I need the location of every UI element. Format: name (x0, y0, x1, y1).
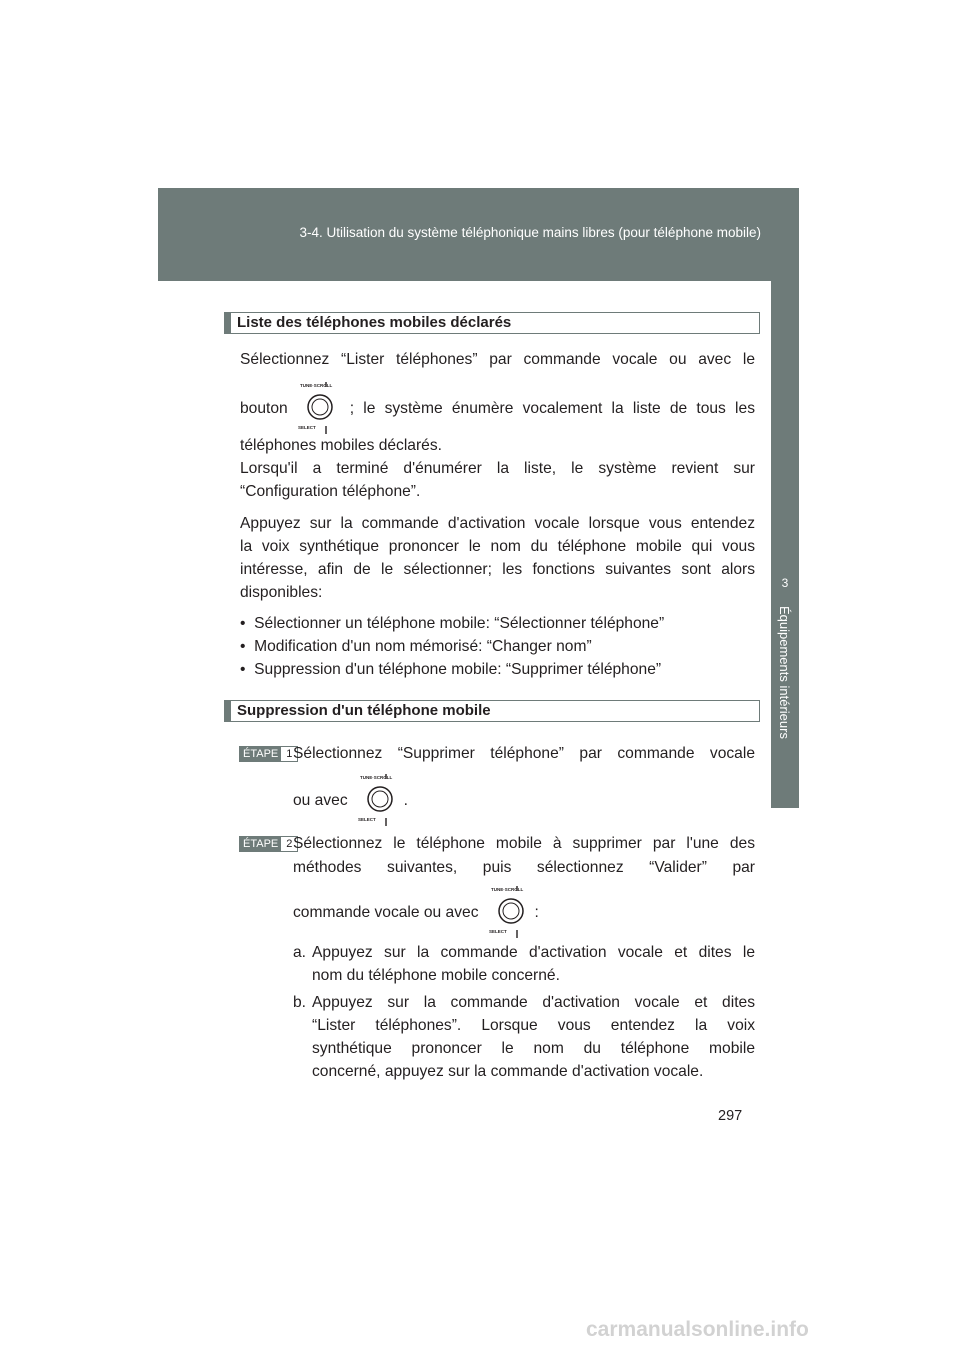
item-a-line: nom du téléphone mobile concerné. (312, 967, 560, 984)
step1-line: Sélectionnez “Supprimer téléphone” par commande vocale (293, 745, 755, 762)
section-title-text: Liste des téléphones mobiles déclarés (237, 314, 512, 331)
tune-scroll-select-knob-icon (487, 886, 535, 938)
paragraph-line: la voix synthétique prononcer le nom du téléphone mobile qui vous (240, 538, 755, 555)
step-label: ÉTAPE (240, 837, 281, 851)
step1-line-with-icon (293, 774, 408, 826)
chapter-side-tab (771, 281, 799, 808)
page-number: 297 (718, 1108, 743, 1124)
section-title-liste (224, 312, 760, 334)
knob-bottom-label: SELECT (357, 817, 376, 822)
item-b-line: Appuyez sur la commande d'activation vocale et dites (312, 994, 755, 1011)
step-number: 2 (281, 837, 297, 851)
section-title-suppression (224, 700, 760, 722)
paragraph-line: Sélectionnez “Lister téléphones” par commande vocale ou avec le (240, 351, 755, 368)
knob-top-label: TUNE·SCROLL (359, 775, 392, 780)
paragraph-text: ; le système énumère vocalement la liste de tous les (349, 399, 755, 417)
paragraph-line: intéresse, afin de le sélectionner; les fonctions suivantes sont alors (240, 561, 755, 578)
step-badge-1 (239, 746, 298, 762)
paragraph-text: bouton (240, 399, 288, 417)
breadcrumb: 3-4. Utilisation du système téléphonique mains libres (pour téléphone mobile) (299, 225, 761, 240)
watermark: carmanualsonline.info (586, 1318, 809, 1341)
knob-top-label: TUNE·SCROLL (299, 383, 332, 388)
item-a-line: Appuyez sur la commande d'activation vocale et dites le (312, 944, 755, 961)
chapter-header (158, 188, 799, 281)
paragraph-line: téléphones mobiles déclarés. (240, 437, 442, 454)
list-marker: a. (293, 944, 307, 961)
knob-bottom-label: SELECT (488, 929, 507, 934)
knob-top-label: TUNE·SCROLL (490, 887, 523, 892)
bullet-item: • Modification d'un nom mémorisé: “Changer nom” (240, 638, 592, 655)
item-b-line: synthétique prononcer le nom du téléphone mobile (312, 1040, 755, 1057)
bullet-item: • Sélectionner un téléphone mobile: “Sélectionner téléphone” (240, 615, 665, 632)
section-title-text: Suppression d'un téléphone mobile (237, 702, 491, 719)
bullet-item: • Suppression d'un téléphone mobile: “Supprimer téléphone” (240, 661, 662, 678)
step1-text: . (403, 791, 408, 809)
step2-text: : (534, 903, 539, 921)
step1-text: ou avec (293, 791, 348, 809)
tune-scroll-select-knob-icon (296, 382, 344, 434)
step2-text: commande vocale ou avec (293, 903, 479, 921)
list-marker: b. (293, 994, 307, 1011)
paragraph-line: Appuyez sur la commande d'activation vocale lorsque vous entendez (240, 515, 755, 532)
tune-scroll-select-knob-icon (356, 774, 404, 826)
paragraph-line: disponibles: (240, 584, 323, 601)
item-b-line: concerné, appuyez sur la commande d'activation vocale. (312, 1063, 704, 1080)
chapter-title: Équipements intérieurs (777, 606, 792, 739)
knob-bottom-label: SELECT (297, 425, 316, 430)
paragraph-line-with-icon (240, 382, 755, 434)
step2-line-with-icon (293, 886, 539, 938)
chapter-number: 3 (781, 576, 789, 590)
item-b-line: “Lister téléphones”. Lorsque vous entendez la voix (312, 1017, 755, 1034)
step2-line: méthodes suivantes, puis sélectionnez “Valider” par (293, 859, 755, 876)
step2-line: Sélectionnez le téléphone mobile à supprimer par l'une des (293, 835, 755, 852)
paragraph-line: Lorsqu'il a terminé d'énumérer la liste, le système revient sur (240, 460, 755, 477)
paragraph-line: “Configuration téléphone”. (240, 483, 421, 500)
step-badge-2 (239, 836, 298, 852)
step-label: ÉTAPE (240, 747, 281, 761)
step-number: 1 (281, 747, 297, 761)
